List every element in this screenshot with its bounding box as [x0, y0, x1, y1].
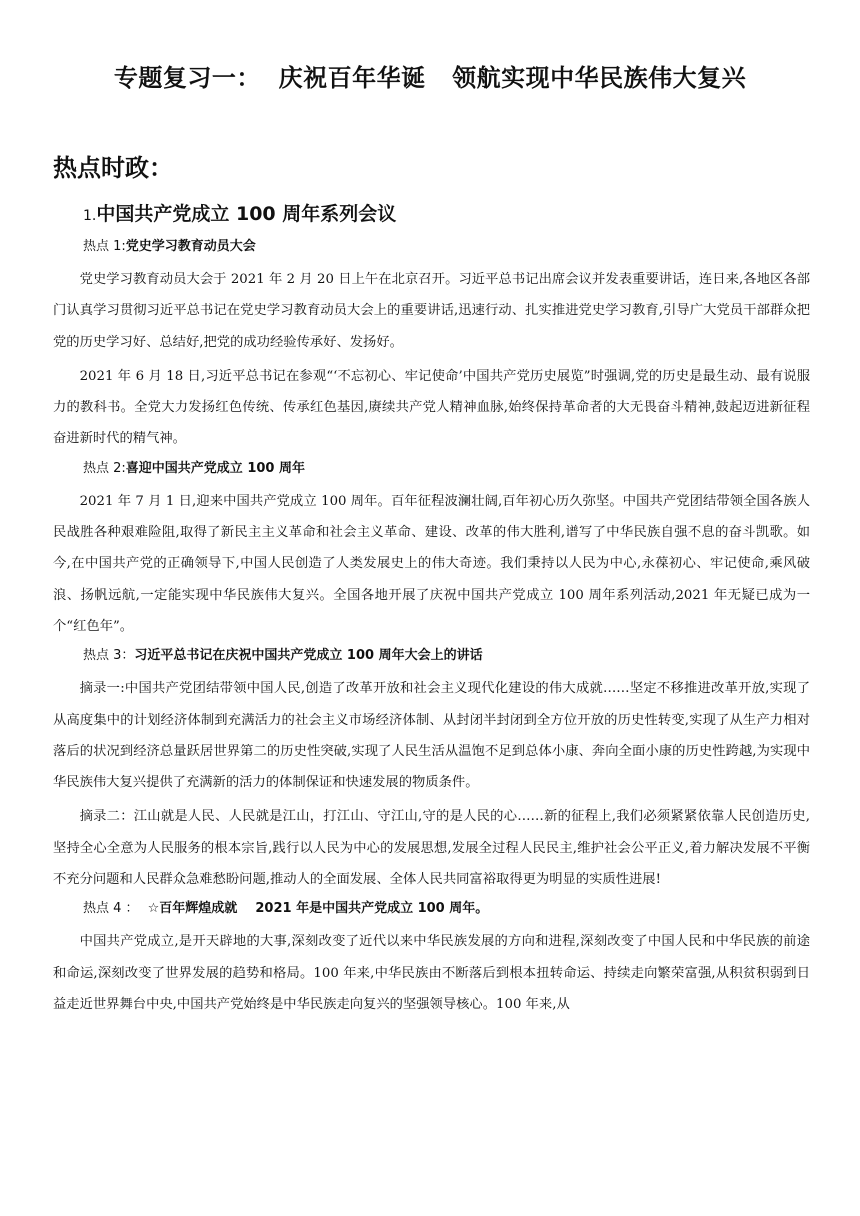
subsection-number: 1. — [83, 208, 97, 224]
section-heading: 热点时政： — [53, 154, 173, 182]
hot-topic-prefix: 热点 1: — [83, 239, 126, 254]
hot-topic-2 — [53, 458, 810, 642]
hot-topic-title: 喜迎中国共产党成立 100 周年 — [125, 460, 305, 476]
hot-topic-prefix: 热点 4 ： — [83, 901, 139, 917]
hot-topic-title: ☆百年辉煌成就 2021 年是中国共产党成立 100 周年。 — [138, 901, 489, 917]
document-body — [53, 236, 810, 1023]
paragraph: 2021 年 6 月 18 日,习近平总书记在参观“‘不忘初心、牢记使命’中国共产党历史展览”时强调,党的历史是最生动、最有说服力的教科书。全党大力发扬红色传统、传承红色基因,赓续共产党人精神血脉,始终保持革命者的大无畏奋斗精神,鼓起迈进新征程奋进新时代的精气神。 — [53, 368, 810, 447]
hot-topic-prefix: 热点 3： — [83, 648, 135, 664]
hot-topic-heading — [53, 236, 810, 258]
paragraph: 2021 年 7 月 1 日,迎来中国共产党成立 100 周年。百年征程波澜壮阔,百年初心历久弥坚。中国共产党团结带领全国各族人民战胜各种艰难险阻,取得了新民主主义革命和社会主义革命、建设、改革的伟大胜利,谱写了中华民族自强不息的奋斗凯歌。如今,在中国共产党的正确领导下,中国人民创造了人类发展史上的伟大奇迹。我们秉持以人民为中心,永葆初心、牢记使命,乘风破浪、扬帆远航,一定能实现中华民族伟大复兴。全国各地开展了庆祝中国共产党成立 100 周年系列活动,2021 年无疑已成为一个“红色年”。 — [53, 493, 810, 634]
paragraph: 中国共产党成立,是开天辟地的大事,深刻改变了近代以来中华民族发展的方向和进程,深刻改变了中国人民和中华民族的前途和命运,深刻改变了世界发展的趋势和格局。100 年来,中华民族由不断落后到根本扭转命运、持续走向繁荣富强,从积贫积弱到日益走近世界舞台中央,中国共产党始终是中华民族走向复兴的坚强领导核心。100 年来,从 — [53, 934, 810, 1012]
paragraph: 摘录一:中国共产党团结带领中国人民,创造了改革开放和社会主义现代化建设的伟大成就……坚定不移推进改革开放,实现了从高度集中的计划经济体制到充满活力的社会主义市场经济体制、从封闭半封闭到全方位开放的历史性转变,实现了从生产力相对落后的状况到经济总量跃居世界第二的历史性突破,实现了人民生活从温饱不足到总体小康、奔向全面小康的历史性跨越,为实现中华民族伟大复兴提供了充满新的活力的体制保证和快速发展的物质条件。 — [53, 681, 810, 791]
hot-topic-4 — [53, 898, 810, 1020]
document-title: 专题复习一： 庆祝百年华诞 领航实现中华民族伟大复兴 — [113, 64, 747, 92]
hot-topic-title: 党史学习教育动员大会 — [125, 239, 256, 254]
hot-topic-prefix: 热点 2: — [83, 460, 126, 476]
hot-topic-heading — [53, 645, 810, 667]
hot-topic-heading — [53, 458, 810, 480]
paragraph: 摘录二：江山就是人民、人民就是江山，打江山、守江山,守的是人民的心……新的征程上,我们必须紧紧依靠人民创造历史,坚持全心全意为人民服务的根本宗旨,践行以人民为中心的发展思想,发展全过程人民民主,维护社会公平正义,着力解决发展不平衡不充分问题和人民群众急难愁盼问题,推动人的全面发展、全体人民共同富裕取得更为明显的实质性进展! — [53, 809, 810, 888]
subsection-title: 中国共产党成立 100 周年系列会议 — [96, 203, 397, 225]
hot-topic-title: 习近平总书记在庆祝中国共产党成立 100 周年大会上的讲话 — [134, 648, 483, 664]
paragraph: 党史学习教育动员大会于 2021 年 2 月 20 日上午在北京召开。习近平总书记出席会议并发表重要讲话，连日来,各地区各部门认真学习贯彻习近平总书记在党史学习教育动员大会上的重要讲话,迅速行动、扎实推进党史学习教育,引导广大党员干部群众把党的历史学习好、总结好,把党的成功经验传承好、发扬好。 — [53, 272, 810, 350]
hot-topic-1 — [53, 236, 810, 455]
subsection-heading — [83, 199, 396, 226]
hot-topic-3 — [53, 645, 810, 895]
hot-topic-heading — [53, 898, 810, 920]
